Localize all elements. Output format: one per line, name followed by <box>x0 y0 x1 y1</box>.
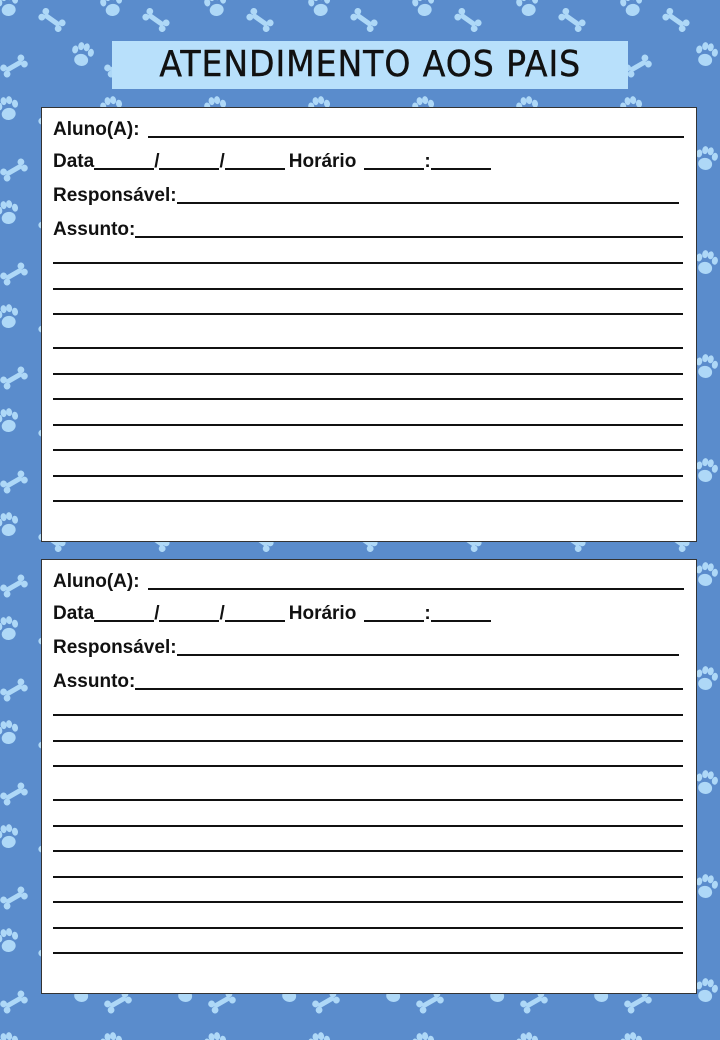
date-label: Data <box>53 151 95 172</box>
date-label: Data <box>53 603 95 624</box>
writing-line[interactable] <box>53 313 683 315</box>
student-blank[interactable] <box>148 588 684 590</box>
time-minute-blank[interactable] <box>431 168 491 170</box>
paw-print-icon <box>693 353 719 381</box>
writing-line[interactable] <box>53 373 683 375</box>
bone-icon <box>557 7 587 34</box>
writing-line[interactable] <box>53 288 683 290</box>
paw-print-icon <box>693 249 719 277</box>
date-day-blank[interactable] <box>94 168 154 170</box>
paw-print-icon <box>203 1031 229 1040</box>
bone-icon <box>37 7 67 34</box>
date-separator: / <box>154 603 160 624</box>
time-label: Horário <box>288 151 357 172</box>
date-time-field <box>53 152 491 171</box>
bone-icon <box>0 261 29 286</box>
paw-print-icon <box>203 0 229 18</box>
paw-print-icon <box>69 41 95 69</box>
time-minute-blank[interactable] <box>431 620 491 622</box>
bone-icon <box>0 365 29 390</box>
date-time-field <box>53 604 491 623</box>
paw-print-icon <box>411 1031 437 1040</box>
date-year-blank[interactable] <box>225 168 285 170</box>
paw-print-icon <box>0 95 21 122</box>
guardian-field <box>53 638 679 657</box>
time-hour-blank[interactable] <box>364 168 424 170</box>
writing-line[interactable] <box>53 262 683 264</box>
writing-line[interactable] <box>53 765 683 767</box>
student-label: Aluno(A): <box>53 571 140 592</box>
guardian-blank[interactable] <box>177 654 679 656</box>
bone-icon <box>141 7 171 34</box>
writing-line[interactable] <box>53 500 683 502</box>
paw-print-icon <box>0 199 21 226</box>
paw-print-icon <box>0 823 21 850</box>
date-day-blank[interactable] <box>94 620 154 622</box>
paw-print-icon <box>693 41 719 69</box>
bone-icon <box>0 157 29 182</box>
time-hour-blank[interactable] <box>364 620 424 622</box>
date-separator: / <box>154 151 160 172</box>
writing-line[interactable] <box>53 449 683 451</box>
bone-icon <box>661 7 691 34</box>
writing-line[interactable] <box>53 424 683 426</box>
subject-blank[interactable] <box>135 236 683 238</box>
date-year-blank[interactable] <box>225 620 285 622</box>
date-separator: / <box>219 603 225 624</box>
paw-print-icon <box>411 0 437 18</box>
subject-blank[interactable] <box>135 688 683 690</box>
bone-icon <box>0 885 29 910</box>
student-blank[interactable] <box>148 136 684 138</box>
student-label: Aluno(A): <box>53 119 140 140</box>
paw-print-icon <box>693 561 719 589</box>
writing-line[interactable] <box>53 927 683 929</box>
form-card-2 <box>41 559 697 994</box>
paw-print-icon <box>0 1031 21 1040</box>
date-month-blank[interactable] <box>159 620 219 622</box>
time-separator: : <box>424 151 431 172</box>
bone-icon <box>0 989 29 1014</box>
writing-line[interactable] <box>53 825 683 827</box>
time-separator: : <box>424 603 431 624</box>
paw-print-icon <box>619 0 645 18</box>
bone-icon <box>453 7 483 34</box>
writing-line[interactable] <box>53 799 683 801</box>
subject-field <box>53 672 683 691</box>
writing-line[interactable] <box>53 347 683 349</box>
bone-icon <box>0 469 29 494</box>
paw-print-icon <box>693 873 719 901</box>
guardian-blank[interactable] <box>177 202 679 204</box>
bone-icon <box>0 677 29 702</box>
paw-print-icon <box>693 977 719 1005</box>
paw-print-icon <box>307 1031 333 1040</box>
student-field <box>53 572 684 591</box>
bone-icon <box>349 7 379 34</box>
paw-print-icon <box>0 511 21 538</box>
time-label: Horário <box>288 603 357 624</box>
subject-field <box>53 220 683 239</box>
writing-line[interactable] <box>53 901 683 903</box>
guardian-label: Responsável: <box>53 185 177 206</box>
writing-line[interactable] <box>53 876 683 878</box>
paw-print-icon <box>693 457 719 485</box>
student-field <box>53 120 684 139</box>
paw-print-icon <box>99 1031 125 1040</box>
paw-print-icon <box>515 1031 541 1040</box>
paw-print-icon <box>0 615 21 642</box>
bone-icon <box>0 53 29 78</box>
date-month-blank[interactable] <box>159 168 219 170</box>
bone-icon <box>0 573 29 598</box>
subject-label: Assunto: <box>53 219 136 240</box>
writing-line[interactable] <box>53 952 683 954</box>
subject-label: Assunto: <box>53 671 136 692</box>
writing-line[interactable] <box>53 398 683 400</box>
writing-line[interactable] <box>53 850 683 852</box>
paw-print-icon <box>0 927 21 954</box>
writing-line[interactable] <box>53 714 683 716</box>
paw-print-icon <box>693 665 719 693</box>
paw-print-icon <box>99 0 125 18</box>
paw-print-icon <box>0 407 21 434</box>
paw-print-icon <box>619 1031 645 1040</box>
form-card-1 <box>41 107 697 542</box>
paw-print-icon <box>515 0 541 18</box>
guardian-label: Responsável: <box>53 637 177 658</box>
paw-print-icon <box>0 0 21 18</box>
bone-icon <box>245 7 275 34</box>
guardian-field <box>53 186 679 205</box>
writing-line[interactable] <box>53 740 683 742</box>
paw-print-icon <box>0 719 21 746</box>
paw-print-icon <box>0 303 21 330</box>
date-separator: / <box>219 151 225 172</box>
bone-icon <box>0 781 29 806</box>
title-banner <box>112 41 628 89</box>
writing-line[interactable] <box>53 475 683 477</box>
page-title: ATENDIMENTO AOS PAIS <box>159 44 581 85</box>
paw-print-icon <box>693 769 719 797</box>
paw-print-icon <box>693 145 719 173</box>
paw-print-icon <box>307 0 333 18</box>
